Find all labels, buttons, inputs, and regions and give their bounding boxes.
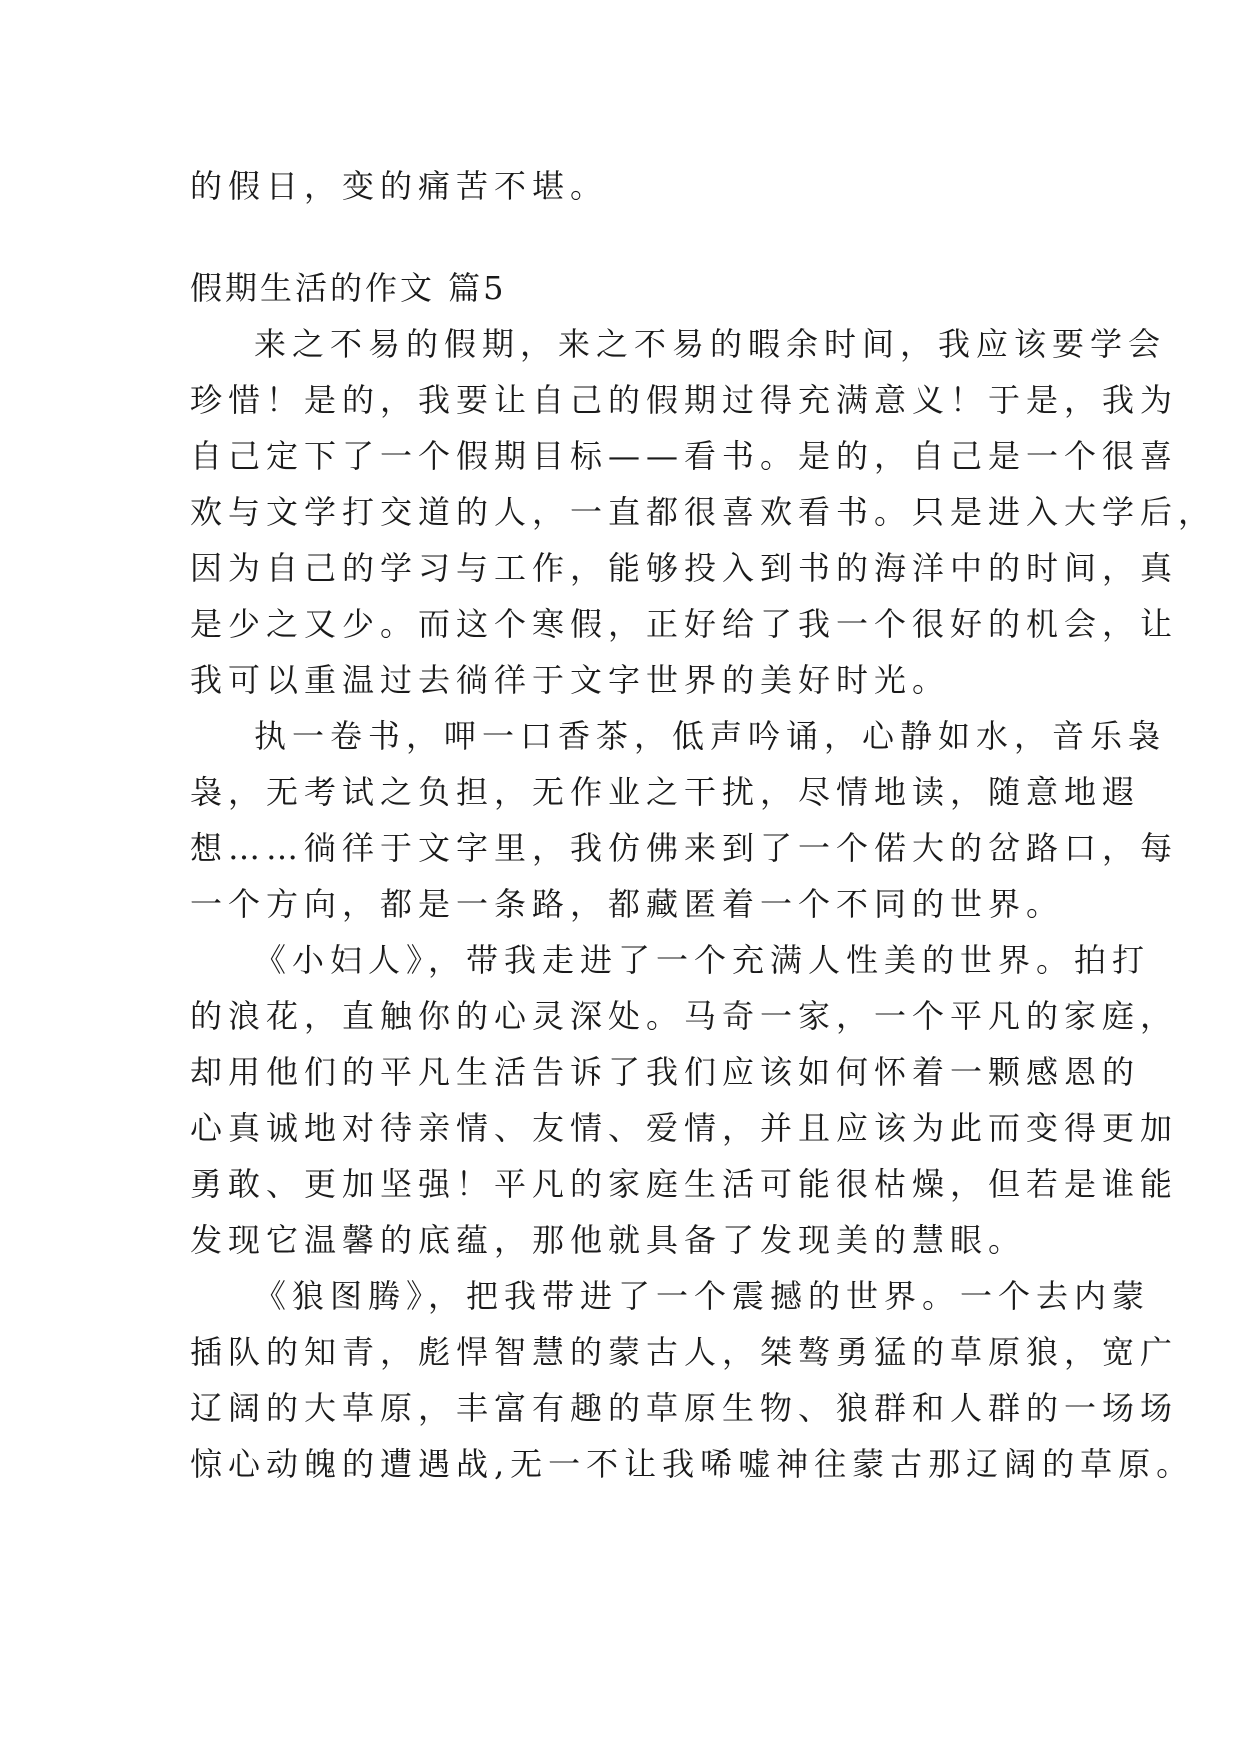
text-line: 欢与文学打交道的人，一直都很喜欢看书。只是进入大学后， bbox=[190, 493, 1217, 531]
text-line: 袅，无考试之负担，无作业之干扰，尽情地读，随意地遐 bbox=[190, 773, 1141, 811]
paragraph-first-line: 《狼图腾》，把我带进了一个震撼的世界。一个去内蒙 bbox=[254, 1277, 1151, 1315]
text-line: 因为自己的学习与工作，能够投入到书的海洋中的时间，真 bbox=[190, 549, 1179, 587]
text-line: 我可以重温过去徜徉于文字世界的美好时光。 bbox=[190, 661, 951, 699]
paragraph-first-line: 执一卷书，呷一口香茶，低声吟诵，心静如水，音乐袅 bbox=[254, 717, 1167, 755]
text-line: 珍惜！是的，我要让自己的假期过得充满意义！于是，我为 bbox=[190, 381, 1179, 419]
text-line: 惊心动魄的遭遇战,无一不让我唏嘘神往蒙古那辽阔的草原。 bbox=[190, 1445, 1195, 1483]
text-line: 的假日，变的痛苦不堪。 bbox=[190, 167, 609, 205]
text-line: 辽阔的大草原，丰富有趣的草原生物、狼群和人群的一场场 bbox=[190, 1389, 1179, 1427]
text-line: 发现它温馨的底蕴，那他就具备了发现美的慧眼。 bbox=[190, 1221, 1027, 1259]
text-line: 插队的知青，彪悍智慧的蒙古人，桀骜勇猛的草原狼，宽广 bbox=[190, 1333, 1179, 1371]
text-line: 自己定下了一个假期目标——看书。是的，自己是一个很喜 bbox=[190, 437, 1179, 475]
text-line: 想……徜徉于文字里，我仿佛来到了一个偌大的岔路口，每 bbox=[190, 829, 1179, 867]
text-line: 心真诚地对待亲情、友情、爱情，并且应该为此而变得更加 bbox=[190, 1109, 1179, 1147]
text-line: 一个方向，都是一条路，都藏匿着一个不同的世界。 bbox=[190, 885, 1065, 923]
text-line: 却用他们的平凡生活告诉了我们应该如何怀着一颗感恩的 bbox=[190, 1053, 1141, 1091]
paragraph-first-line: 来之不易的假期，来之不易的暇余时间，我应该要学会 bbox=[254, 325, 1167, 363]
text-line: 勇敢、更加坚强！平凡的家庭生活可能很枯燥，但若是谁能 bbox=[190, 1165, 1179, 1203]
text-line: 是少之又少。而这个寒假，正好给了我一个很好的机会，让 bbox=[190, 605, 1179, 643]
section-heading: 假期生活的作文 篇5 bbox=[190, 269, 507, 307]
paragraph-first-line: 《小妇人》，带我走进了一个充满人性美的世界。拍打 bbox=[254, 941, 1151, 979]
text-line: 的浪花，直触你的心灵深处。马奇一家，一个平凡的家庭， bbox=[190, 997, 1179, 1035]
